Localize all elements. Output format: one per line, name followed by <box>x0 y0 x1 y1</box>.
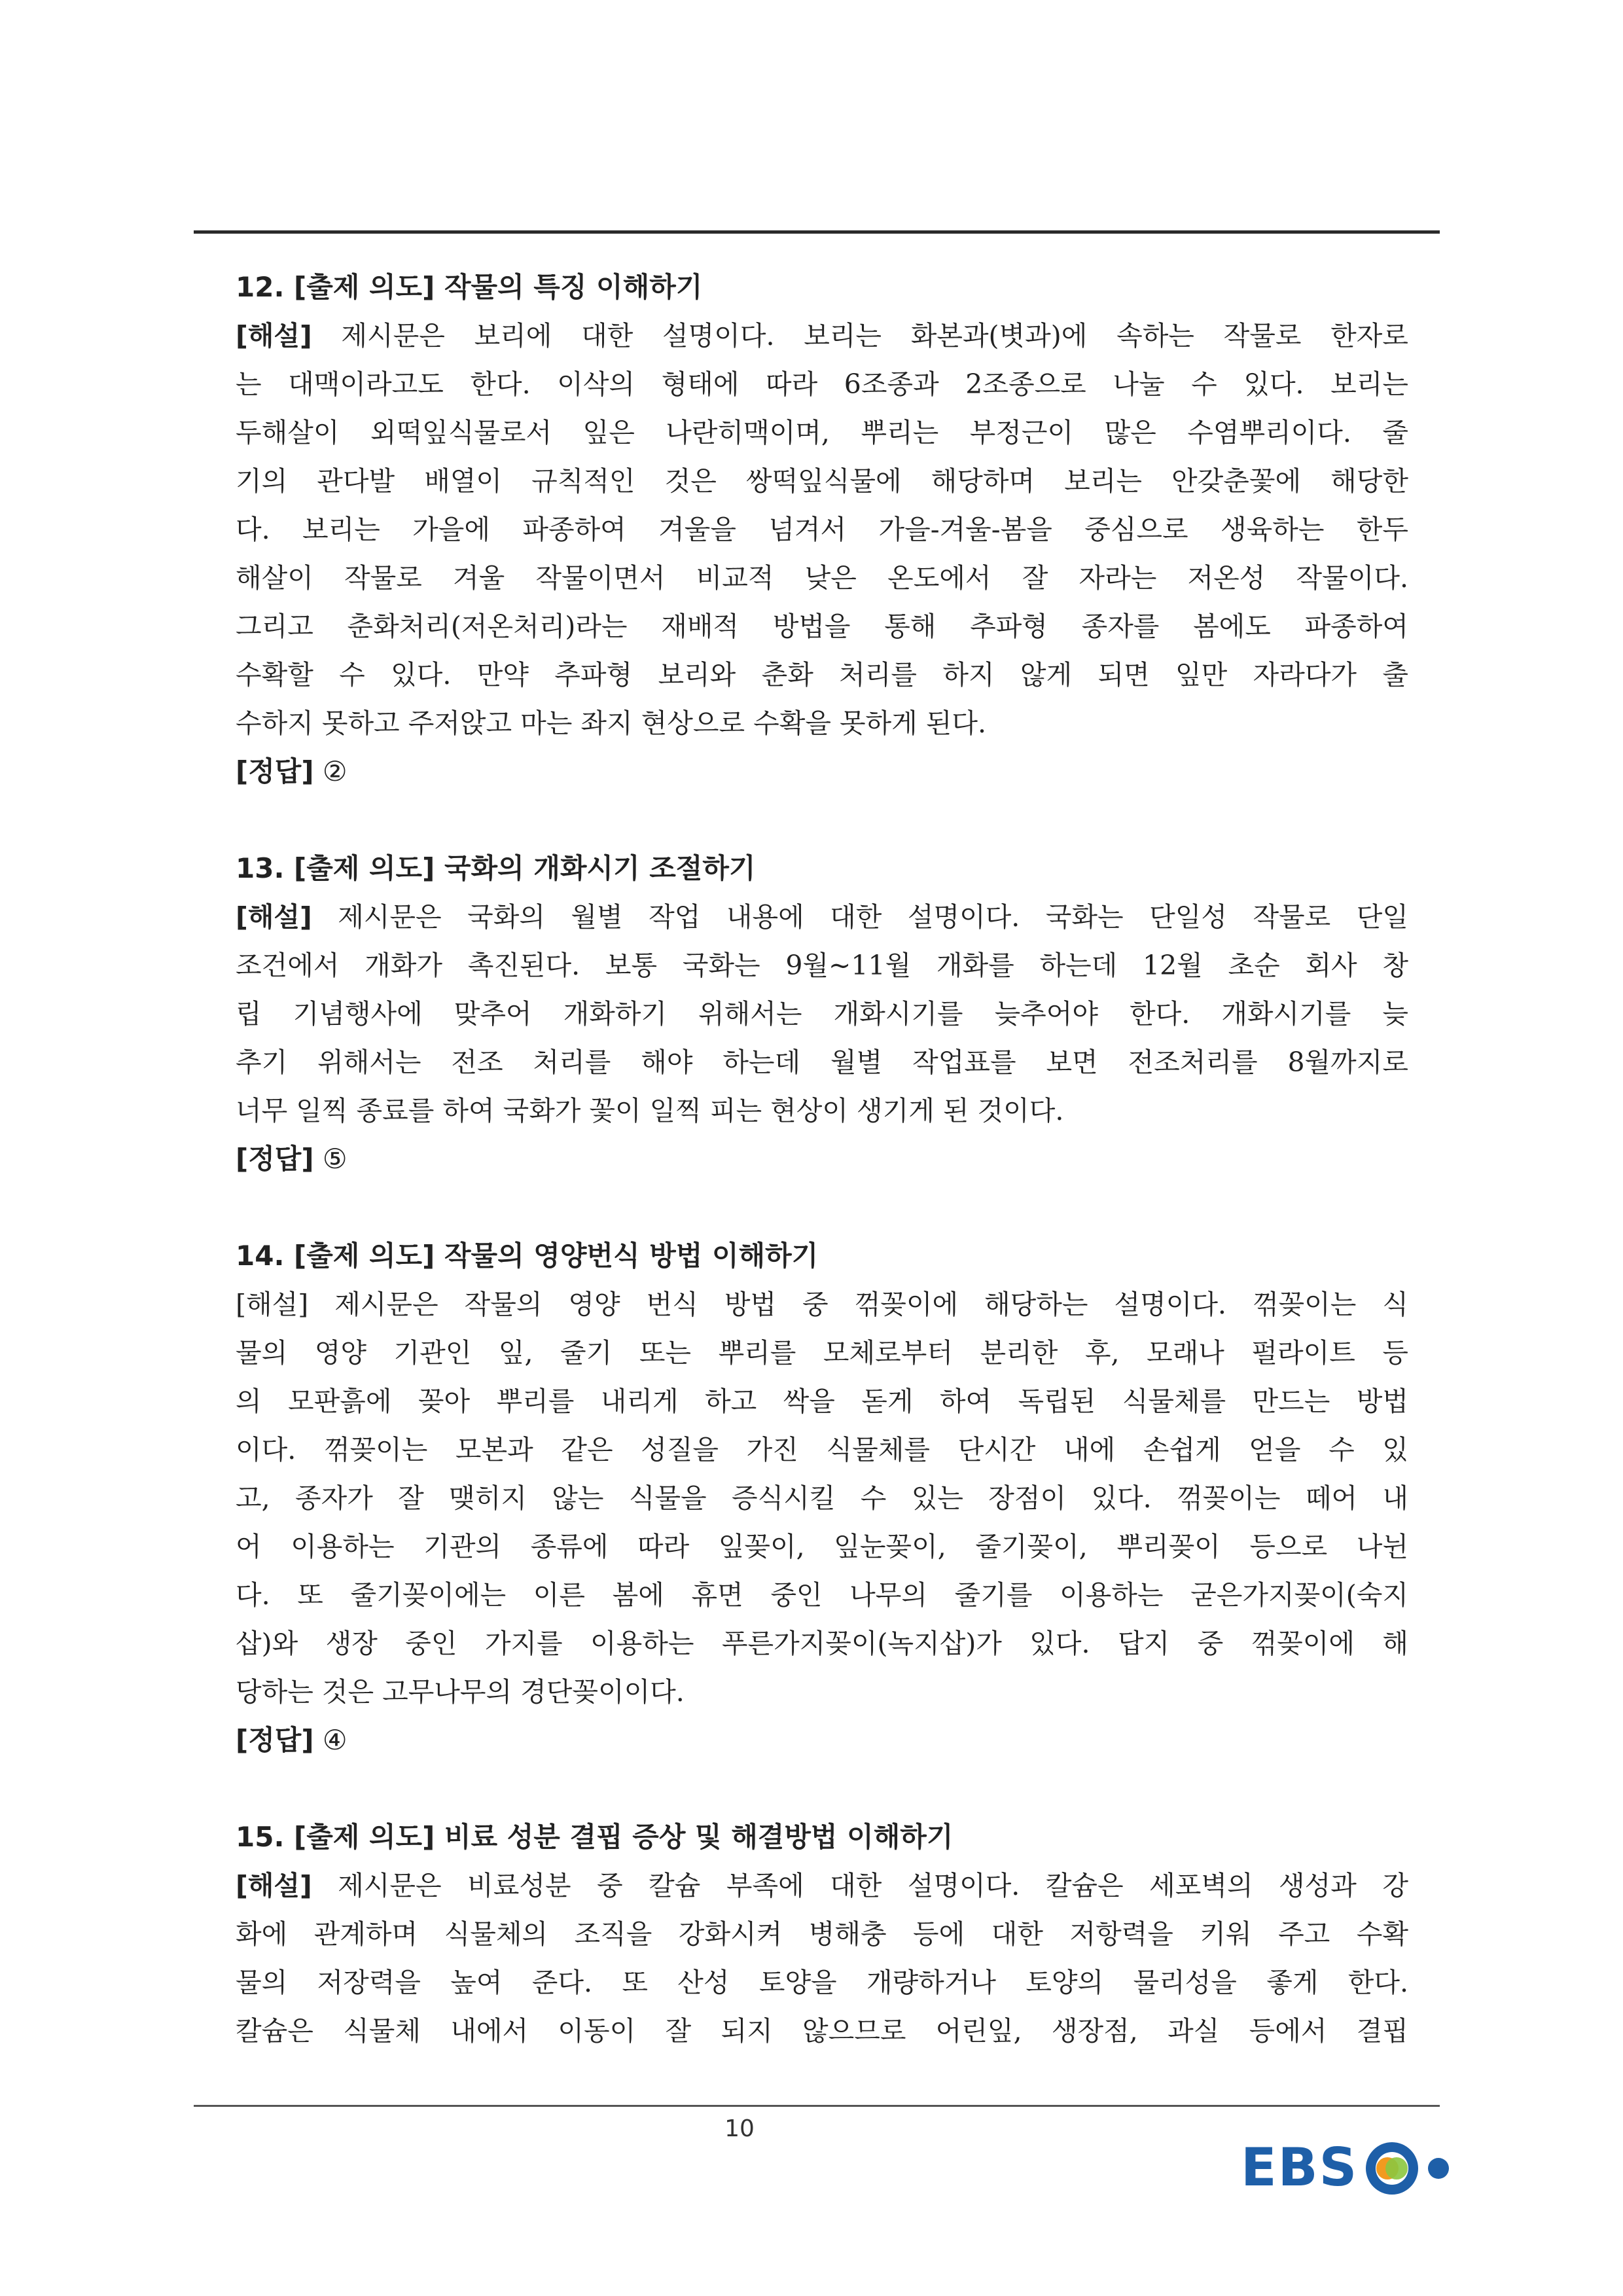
explain-label: [해설] <box>236 901 312 933</box>
explain-label: [해설] <box>236 1289 309 1320</box>
footer-rule <box>194 2105 1440 2107</box>
header-rule <box>194 230 1440 234</box>
page-number: 10 <box>724 2115 755 2142</box>
q14-line: 다. 또 줄기꽂이에는 이른 봄에 휴면 중인 나무의 줄기를 이용하는 굳은가지꽂이(숙지 <box>236 1579 1408 1611</box>
q14-line: 어 이용하는 기관의 종류에 따라 잎꽂이, 잎눈꽂이, 줄기꽂이, 뿌리꽂이 등으로 나뉜 <box>236 1531 1408 1562</box>
answer-value: ② <box>322 755 348 787</box>
q12-line: 수확할 수 있다. 만약 추파형 보리와 춘화 처리를 하지 않게 되면 잎만 자라다가 출 <box>236 659 1408 691</box>
q13-line: 립 기념행사에 맞추어 개화하기 위해서는 개화시기를 늦추어야 한다. 개화시기를 늦 <box>236 998 1408 1030</box>
q12-line: 수하지 못하고 주저앉고 마는 좌지 현상으로 수확을 못하게 된다. <box>236 708 987 739</box>
page-content <box>236 263 1408 2055</box>
q12-line: 다. 보리는 가을에 파종하여 겨울을 넘겨서 가을-겨울-봄을 중심으로 생육하는 한두 <box>236 514 1408 545</box>
answer-value: ④ <box>322 1724 348 1756</box>
explain-label: [해설] <box>236 1870 312 1901</box>
answer-value: ⑤ <box>322 1143 348 1175</box>
ebs-logo <box>1241 2134 1457 2202</box>
q12-line: [해설] 제시문은 보리에 대한 설명이다. 보리는 화본과(볏과)에 속하는 작물로 한자로 <box>236 320 1408 351</box>
q12-line: 그리고 춘화처리(저온처리)라는 재배적 방법을 통해 추파형 종자를 봄에도 파종하여 <box>236 611 1408 642</box>
q14-line: 이다. 꺾꽂이는 모본과 같은 성질을 가진 식물체를 단시간 내에 손쉽게 얻을 수 있 <box>236 1434 1408 1465</box>
question-14-title: 14. [출제 의도] 작물의 영양번식 방법 이해하기 <box>236 1240 819 1272</box>
q14-line: 의 모판흙에 꽂아 뿌리를 내리게 하고 싹을 돋게 하여 독립된 식물체를 만드는 방법 <box>236 1386 1408 1417</box>
q15-line: 칼슘은 식물체 내에서 이동이 잘 되지 않으므로 어린잎, 생장점, 과실 등에서 결핍 <box>236 2015 1408 2047</box>
question-15-title: 15. [출제 의도] 비료 성분 결핍 증상 및 해결방법 이해하기 <box>236 1821 954 1853</box>
answer-label: [정답] <box>236 1143 314 1175</box>
ebs-circles-icon <box>1363 2139 1454 2198</box>
ebs-logo-text: EBS <box>1241 2137 1359 2198</box>
q12-line: 기의 관다발 배열이 규칙적인 것은 쌍떡잎식물에 해당하며 보리는 안갖춘꽃에 해당한 <box>236 465 1408 497</box>
q15-line: 물의 저장력을 높여 준다. 또 산성 토양을 개량하거나 토양의 물리성을 좋게 한다. <box>236 1967 1408 1998</box>
q12-line: 는 대맥이라고도 한다. 이삭의 형태에 따라 6조종과 2조종으로 나눌 수 있다. 보리는 <box>236 368 1408 400</box>
q14-line: [해설] 제시문은 작물의 영양 번식 방법 중 꺾꽂이에 해당하는 설명이다. 꺾꽂이는 식 <box>236 1289 1408 1320</box>
question-13-title: 13. [출제 의도] 국화의 개화시기 조절하기 <box>236 852 756 884</box>
q14-line: 고, 종자가 잘 맺히지 않는 식물을 증식시킬 수 있는 장점이 있다. 꺾꽂이는 떼어 내 <box>236 1482 1408 1514</box>
q12-answer <box>236 747 1408 796</box>
question-12-title: 12. [출제 의도] 작물의 특징 이해하기 <box>236 271 703 303</box>
q13-answer <box>236 1135 1408 1183</box>
answer-label: [정답] <box>236 1724 314 1756</box>
q14-line: 당하는 것은 고무나무의 경단꽂이이다. <box>236 1676 685 1708</box>
q13-line: 너무 일찍 종료를 하여 국화가 꽃이 일찍 피는 현상이 생기게 된 것이다. <box>236 1095 1064 1126</box>
q14-answer <box>236 1716 1408 1765</box>
q13-line: 조건에서 개화가 촉진된다. 보통 국화는 9월~11월 개화를 하는데 12월 초순 회사 창 <box>236 950 1408 981</box>
answer-label: [정답] <box>236 755 314 787</box>
q15-line: 화에 관계하며 식물체의 조직을 강화시켜 병해충 등에 대한 저항력을 키워 주고 수확 <box>236 1918 1408 1950</box>
q14-line: 물의 영양 기관인 잎, 줄기 또는 뿌리를 모체로부터 분리한 후, 모래나 펄라이트 등 <box>236 1337 1408 1369</box>
q13-line: 추기 위해서는 전조 처리를 해야 하는데 월별 작업표를 보면 전조처리를 8월까지로 <box>236 1047 1408 1078</box>
q15-line: [해설] 제시문은 비료성분 중 칼슘 부족에 대한 설명이다. 칼슘은 세포벽의 생성과 강 <box>236 1870 1408 1901</box>
q14-line: 삽)와 생장 중인 가지를 이용하는 푸른가지꽂이(녹지삽)가 있다. 답지 중 꺾꽂이에 해 <box>236 1628 1408 1659</box>
explain-label: [해설] <box>236 320 312 351</box>
q12-line: 해살이 작물로 겨울 작물이면서 비교적 낮은 온도에서 잘 자라는 저온성 작물이다. <box>236 562 1408 594</box>
q13-line: [해설] 제시문은 국화의 월별 작업 내용에 대한 설명이다. 국화는 단일성 작물로 단일 <box>236 901 1408 933</box>
q12-line: 두해살이 외떡잎식물로서 잎은 나란히맥이며, 뿌리는 부정근이 많은 수염뿌리이다. 줄 <box>236 417 1408 448</box>
